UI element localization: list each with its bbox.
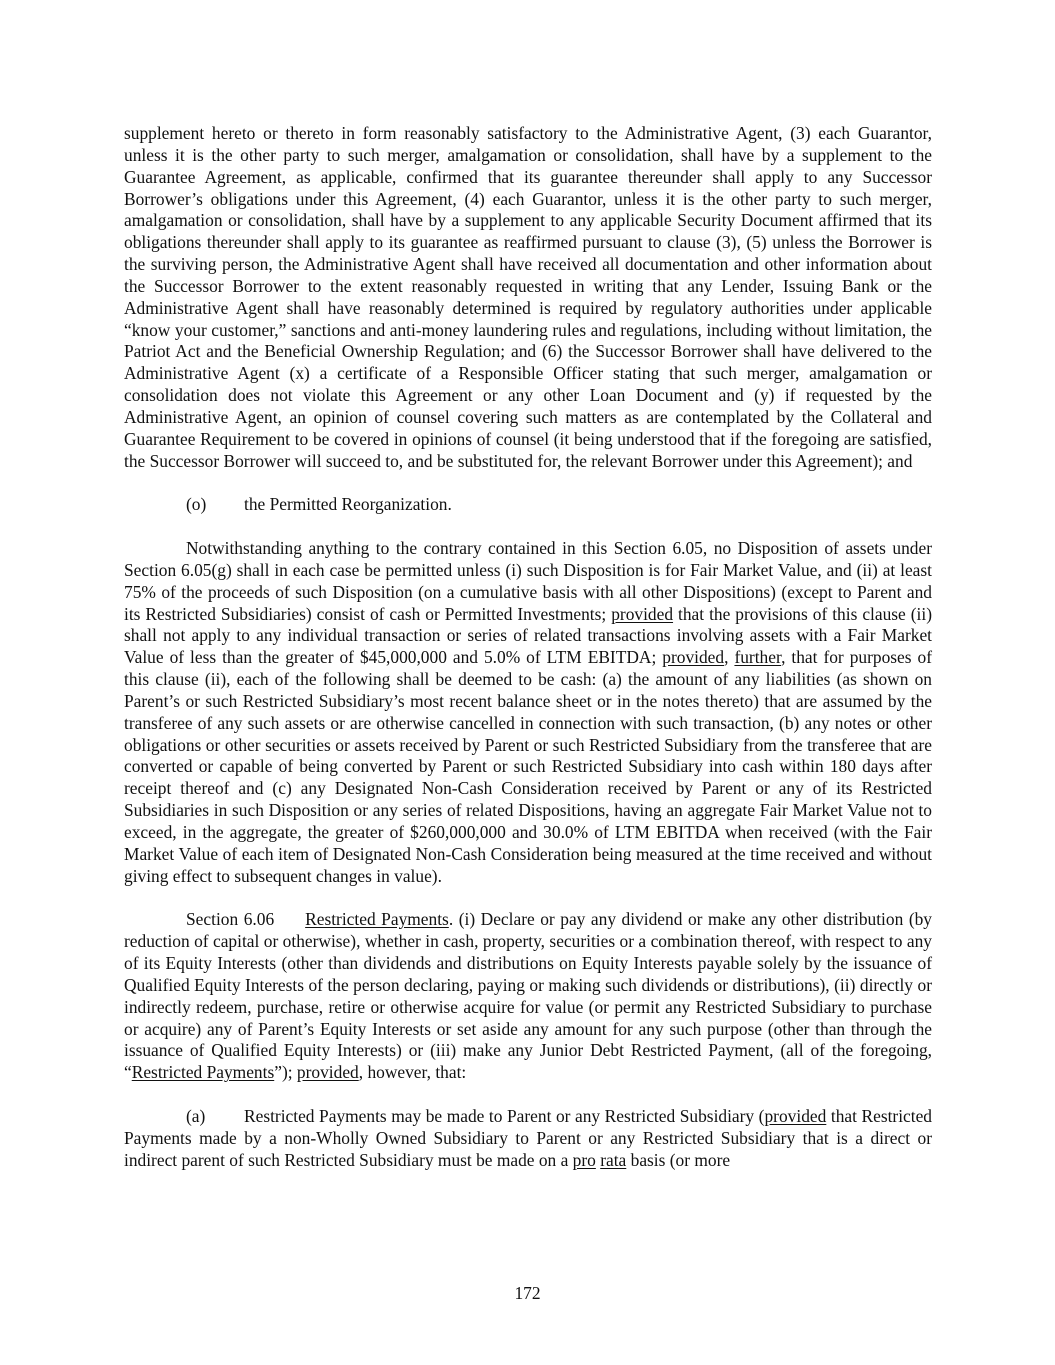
paragraph [124, 909, 932, 1084]
page-number: 172 [514, 1283, 541, 1303]
text-run: ”); [274, 1062, 297, 1083]
underlined-term: pro [572, 1149, 596, 1170]
text-run: , however, that: [358, 1062, 467, 1083]
paragraph [124, 123, 932, 473]
underlined-term: provided [662, 647, 725, 668]
text-run: basis (or more [626, 1149, 731, 1170]
underlined-term: Restricted Payments [131, 1062, 275, 1083]
paragraph [124, 494, 932, 516]
text-run: Notwithstanding anything to the contrary contained in this Section 6.05, no Disposition of assets under Section 6.05(g) shall in each case be permitted unless (i) such Disposition is for Fair Market Value, and (ii) at least 75% of the proceeds of such Disposition (on a cumulative basis with all other Dispositions) (except to Parent and its Restricted Subsidiaries) consist of cash or Permitted Investments; [124, 538, 932, 624]
text-run: that the provisions of this clause (ii) shall not apply to any individual transaction or series of related transactions involving assets with a Fair Market Value of less than the greater of $45,000,000 and 5.0% of LTM EBITDA; [124, 603, 932, 668]
paragraph [124, 538, 932, 888]
clause-label: (o) [186, 494, 207, 515]
text-run: supplement hereto or thereto in form reasonably satisfactory to the Administrative Agent, (3) each Guarantor, unless it is the other party to such merger, amalgamation or consolidation, shall have by a supplement to the Guarantee Agreement, as applicable, confirmed that its guarantee thereunder shall apply to any Successor Borrower’s obligations under this Agreement, (4) each Guarantor, unless it is the other party to such merger, amalgamation or consolidation, shall have by a supplement to any applicable Security Document affirmed that its obligations thereunder shall apply to its guarantee as reaffirmed pursuant to clause (3), (5) unless the Borrower is the surviving person, the Administrative Agent shall have received all documentation and other information about the Successor Borrower to the extent reasonably requested in writing that any Lender, Issuing Bank or the Administrative Agent shall have reasonably determined is required by regulatory authorities under applicable “know your customer,” sanctions and anti-money laundering rules and regulations, including without limitation, the Patriot Act and the Beneficial Ownership Regulation; and (6) the Successor Borrower shall have delivered to the Administrative Agent (x) a certificate of a Responsible Officer stating that such merger, amalgamation or consolidation does not violate this Agreement or any other Loan Document and (y) if requested by the Administrative Agent, an opinion of counsel covering such matters as are contemplated by the Collateral and Guarantee Requirement to be covered in opinions of counsel (it being understood that if the foregoing are satisfied, the Successor Borrower will succeed to, and be substituted for, the relevant Borrower under this Agreement); and [124, 123, 932, 471]
text-run: Restricted Payments may be made to Parent or any Restricted Subsidiary ( [244, 1105, 765, 1126]
paragraph [124, 1106, 932, 1172]
text-run: that Restricted Payments made by a non-Wholly Owned Subsidiary to Parent or any Restricted Subsidiary that is a direct or indirect parent of such Restricted Subsidiary must be made on a [124, 1105, 933, 1170]
text-run: , [724, 647, 735, 668]
underlined-term: further [734, 647, 782, 668]
underlined-term: provided [296, 1062, 359, 1083]
text-run: , that for purposes of this clause (ii), each of the following shall be deemed to be cash: (a) the amount of any liabilities (as shown on Parent’s or such Restricted Subsidiary’s most recent balance sheet or in the notes thereto) that are assumed by the transferee of any such assets or are otherwise cancelled in connection with such transaction, (b) any notes or other obligations or other securities or assets received by Parent or such Restricted Subsidiary from the transferee that are converted or capable of being converted by Parent or such Restricted Subsidiary into cash within 180 days after receipt thereof and (c) any Designated Non-Cash Consideration received by Parent or any of its Restricted Subsidiaries in such Disposition or any series of related Dispositions, having an aggregate Fair Market Value not to exceed, in the aggregate, the greater of $260,000,000 and 30.0% of LTM EBITDA when received (with the Fair Market Value of each item of Designated Non-Cash Consideration being measured at the time received and without giving effect to subsequent changes in value). [124, 647, 932, 886]
underlined-term: Restricted Payments [305, 909, 449, 930]
text-run: . (i) Declare or pay any dividend or make any other distribution (by reduction of capital or otherwise), whether in cash, property, securities or a combination thereof, with respect to any of its Equity Interests (other than dividends and distributions on Equity Interests payable solely by the issuance of Qualified Equity Interests of the person declaring, paying or making such dividends or distributions), (ii) directly or indirectly redeem, purchase, retire or otherwise acquire for value (or permit any Restricted Subsidiary to purchase or acquire) any of Parent’s Equity Interests or set aside any amount for any such purpose (other than through the issuance of Qualified Equity Interests) or (iii) make any Junior Debt Restricted Payment, (all of the foregoing, “ [124, 909, 932, 1083]
underlined-term: provided [611, 603, 674, 624]
document-body [124, 123, 932, 1193]
clause-label: (a) [186, 1105, 206, 1126]
underlined-term: provided [764, 1105, 827, 1126]
section-number: Section 6.06 [186, 909, 275, 930]
text-run: the Permitted Reorganization. [244, 494, 452, 515]
underlined-term: rata [600, 1149, 627, 1170]
